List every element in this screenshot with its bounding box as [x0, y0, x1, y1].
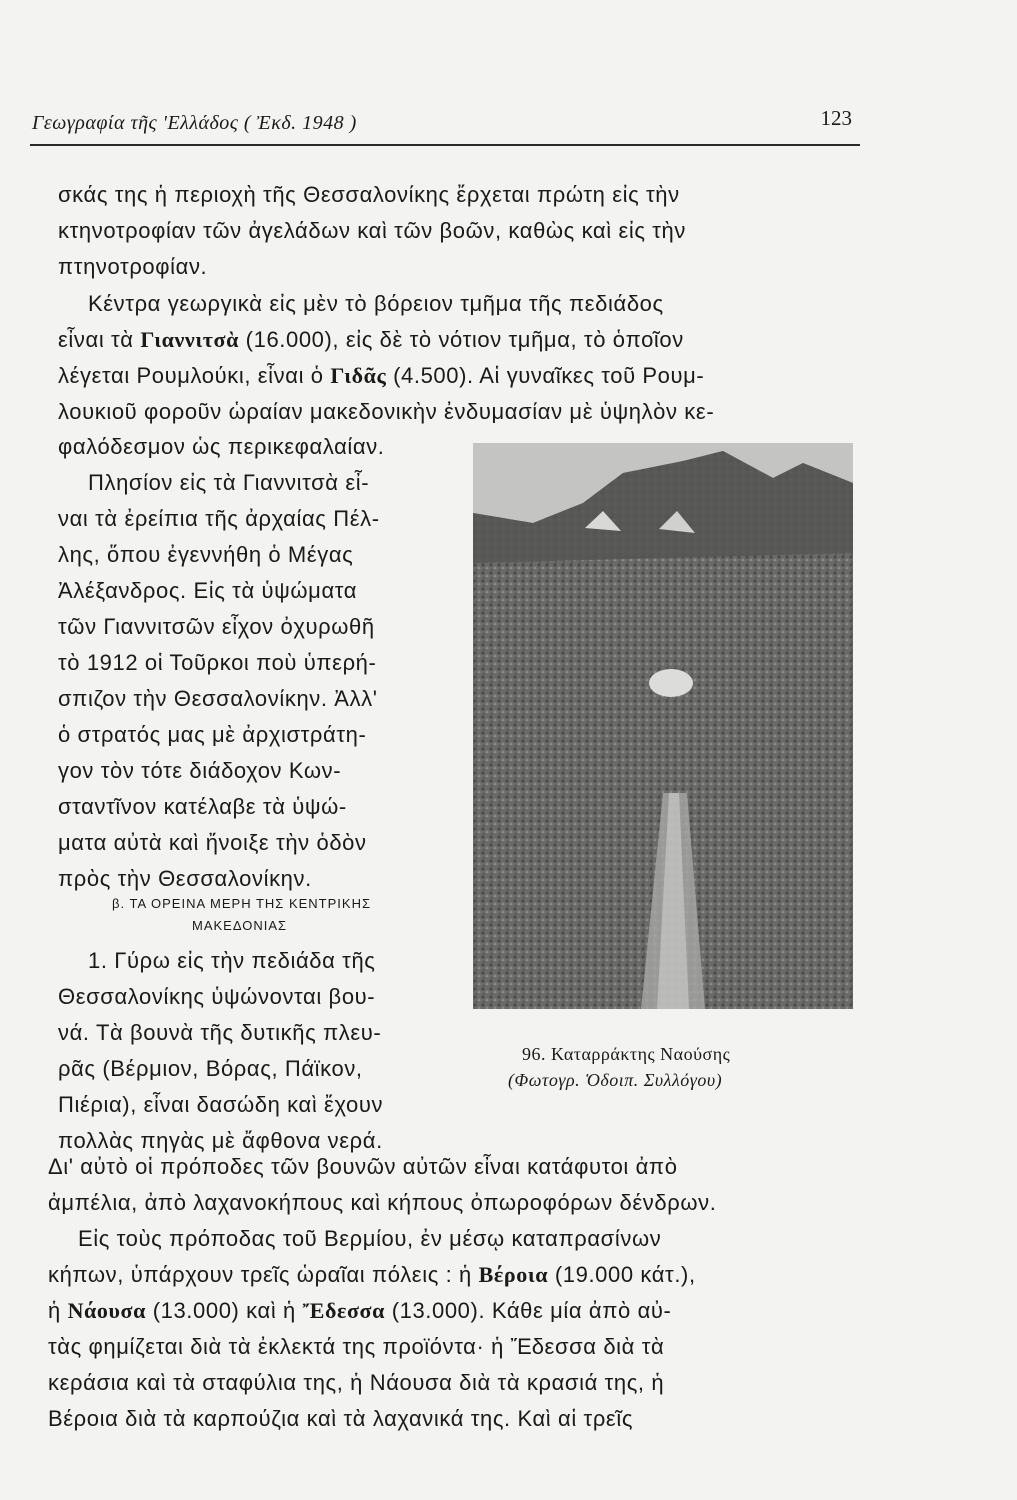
body-line: πτηνοτροφίαν. [58, 254, 208, 279]
body-line: λης, ὅπου ἐγεννήθη ὁ Μέγας [58, 542, 354, 567]
body-line: γον τὸν τότε διάδοχον Κων- [58, 758, 342, 783]
body-line: ὁ στρατός μας μὲ ἀρχιστράτη- [58, 722, 367, 747]
section-heading: ΜΑΚΕΔΟΝΙΑΣ [192, 918, 288, 933]
body-line: Κέντρα γεωργικὰ εἰς μὲν τὸ βόρειον τμῆμα τῆς πεδιάδος [88, 291, 664, 316]
body-line: πολλὰς πηγὰς μὲ ἄφθονα νερά. [58, 1128, 383, 1153]
body-line: λουκιοῦ φοροῦν ὡραίαν μακεδονικὴν ἐνδυμασίαν μὲ ὑψηλὸν κε- [58, 399, 715, 424]
place-name-bold: Νάουσα [67, 1298, 146, 1323]
body-line: κεράσια καὶ τὰ σταφύλια της, ἡ Νάουσα διὰ τὰ κρασιά της, ἡ [48, 1370, 665, 1395]
body-line: σταντῖνον κατέλαβε τὰ ὑψώ- [58, 794, 347, 819]
body-line: ματα αὐτὰ καὶ ἤνοιξε τὴν ὁδὸν [58, 830, 367, 855]
photo-illustration [473, 443, 853, 1009]
body-line: σπιζον τὴν Θεσσαλονίκην. Ἀλλ' [58, 686, 378, 711]
body-line: σκάς της ἡ περιοχὴ τῆς Θεσσαλονίκης ἔρχεται πρώτη εἰς τὴν [58, 182, 680, 207]
body-line: Θεσσαλονίκης ὑψώνονται βου- [58, 984, 376, 1009]
place-name-bold: Βέροια [478, 1262, 549, 1287]
text-run: (13.000) καὶ ἡ [146, 1298, 303, 1323]
body-line: τὰς φημίζεται διὰ τὰ ἐκλεκτά της προϊόντα· ἡ Ἔδεσσα διὰ τὰ [48, 1334, 665, 1359]
place-name-bold: Γιαννιτσὰ [140, 327, 239, 352]
body-line: Ἀλέξανδρος. Εἰς τὰ ὑψώματα [58, 578, 358, 603]
body-line [58, 361, 858, 391]
body-line: νά. Τὰ βουνὰ τῆς δυτικῆς πλευ- [58, 1020, 382, 1045]
waterfall-photograph [473, 443, 853, 1009]
body-line: τῶν Γιαννιτσῶν εἶχον ὀχυρωθῆ [58, 614, 375, 639]
text-run: κήπων, ὑπάρχουν τρεῖς ὡραῖαι πόλεις : ἡ [48, 1262, 479, 1287]
text-run: (13.000). Κάθε μία ἀπὸ αὐ- [384, 1298, 672, 1323]
text-run: λέγεται Ρουμλούκι, εἶναι ὁ [58, 363, 331, 388]
text-run: εἶναι τὰ [58, 327, 141, 352]
body-line: Πιέρια), εἶναι δασώδη καὶ ἔχουν [58, 1092, 384, 1117]
body-line: κτηνοτροφίαν τῶν ἀγελάδων καὶ τῶν βοῶν, καθὼς καὶ εἰς τὴν [58, 218, 686, 243]
body-line [48, 1260, 848, 1290]
body-line: Βέροια διὰ τὰ καρπούζια καὶ τὰ λαχανικά της. Καὶ αἱ τρεῖς [48, 1406, 634, 1431]
body-line: ρᾶς (Βέρμιον, Βόρας, Πάϊκον, [58, 1056, 363, 1081]
body-line: Εἰς τοὺς πρόποδας τοῦ Βερμίου, ἐν μέσῳ καταπρασίνων [78, 1226, 662, 1251]
running-title: Γεωγραφία τῆς 'Ελλάδος ( Ἐκδ. 1948 ) [32, 112, 357, 134]
body-line: Πλησίον εἰς τὰ Γιαννιτσὰ εἶ- [88, 470, 370, 495]
text-run: ἡ [48, 1298, 68, 1323]
place-name-bold: Ἔδεσσα [302, 1298, 385, 1323]
body-line: Δι' αὐτὸ οἱ πρόποδες τῶν βουνῶν αὐτῶν εἶναι κατάφυτοι ἀπὸ [48, 1154, 678, 1179]
body-line: τὸ 1912 οἱ Τοῦρκοι ποὺ ὑπερή- [58, 650, 377, 675]
text-run: (4.500). Αἱ γυναῖκες τοῦ Ρουμ- [386, 363, 705, 388]
body-line: 1. Γύρω εἰς τὴν πεδιάδα τῆς [88, 948, 376, 973]
running-header [30, 104, 860, 146]
body-line [48, 1296, 848, 1326]
body-line: πρὸς τὴν Θεσσαλονίκην. [58, 866, 312, 891]
figure-caption: 96. Καταρράκτης Ναούσης [522, 1044, 731, 1064]
text-run: (19.000 κάτ.), [548, 1262, 696, 1287]
page-number: 123 [820, 106, 852, 130]
place-name-bold: Γιδᾶς [330, 363, 387, 388]
body-line: ἀμπέλια, ἀπὸ λαχανοκήπους καὶ κήπους ὀπωροφόρων δένδρων. [48, 1190, 717, 1215]
text-run: (16.000), εἰς δὲ τὸ νότιον τμῆμα, τὸ ὁποῖον [238, 327, 684, 352]
body-line: φαλόδεσμον ὡς περικεφαλαίαν. [58, 434, 385, 459]
figure-credit: (Φωτογρ. Ὁδοιπ. Συλλόγου) [508, 1070, 723, 1090]
body-line: ναι τὰ ἐρείπια τῆς ἀρχαίας Πέλ- [58, 506, 380, 531]
body-line [58, 325, 858, 355]
section-heading: β. ΤΑ ΟΡΕΙΝΑ ΜΕΡΗ ΤΗΣ ΚΕΝΤΡΙΚΗΣ [112, 896, 371, 911]
